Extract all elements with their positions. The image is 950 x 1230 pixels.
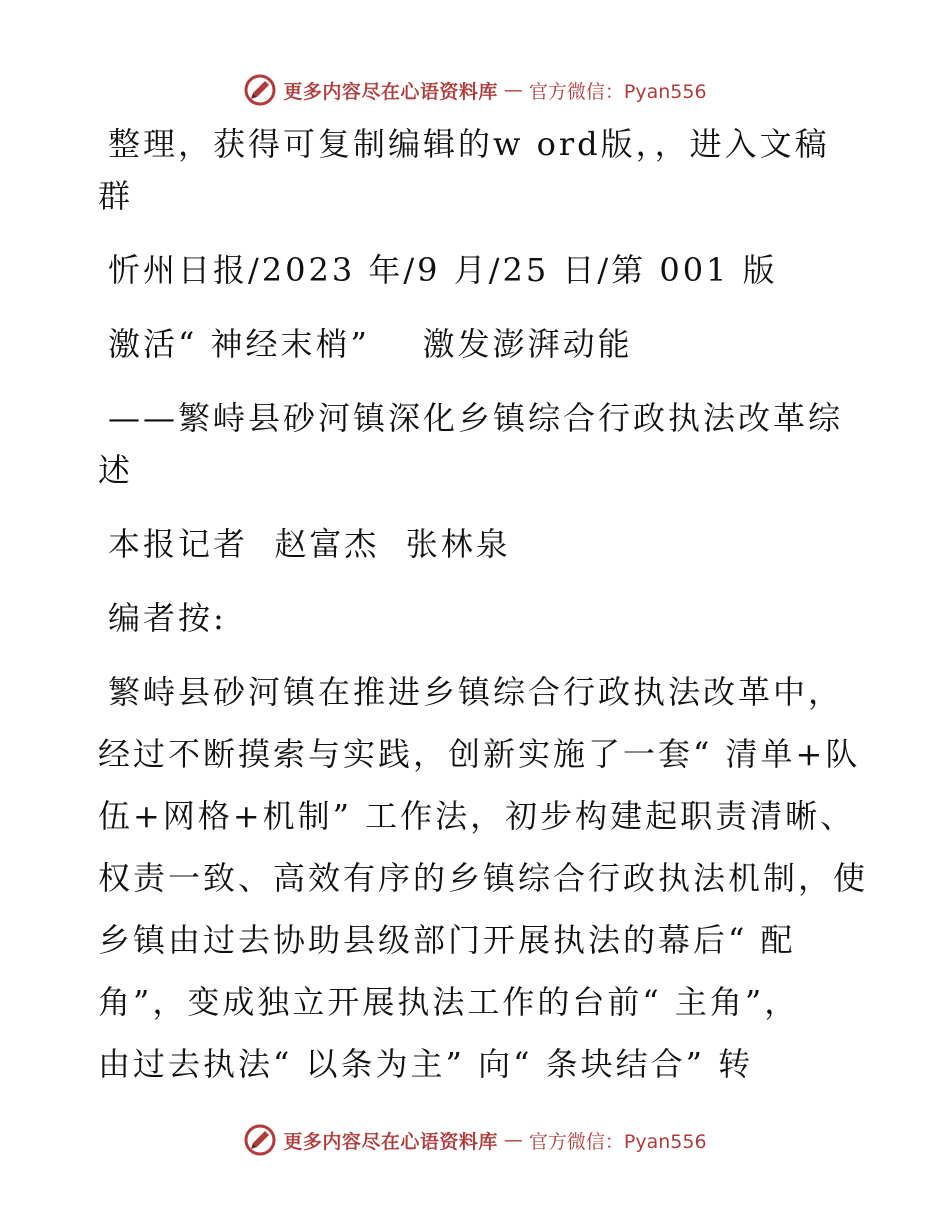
- banner-wechat-id: 官方微信：Pyan556: [528, 1130, 707, 1153]
- banner-site-text: 更多内容尽在心语资料库: [283, 80, 498, 103]
- paragraph-line-2: 经过不断摸索与实践，创新实施了一套“ 清单+队: [98, 735, 861, 773]
- subtitle-line-1: ——繁峙县砂河镇深化乡镇综合行政执法改革综: [108, 399, 844, 437]
- footer-banner-inner: [243, 1123, 706, 1157]
- editor-note-label: 编者按:: [108, 599, 227, 637]
- byline: 本报记者 赵富杰 张林泉: [108, 525, 511, 563]
- paragraph-line-4: 权责一致、高效有序的乡镇综合行政执法机制，使: [98, 859, 869, 897]
- heart-pen-icon: [243, 1123, 277, 1157]
- banner-wechat-id: 官方微信：Pyan556: [528, 80, 707, 103]
- source-line: 忻州日报/2023 年/9 月/25 日/第 001 版: [108, 251, 778, 289]
- paragraph-line-1: 繁峙县砂河镇在推进乡镇综合行政执法改革中，: [108, 673, 844, 711]
- banner-site-text: 更多内容尽在心语资料库: [283, 1130, 498, 1153]
- paragraph-line-5: 乡镇由过去协助县级部门开展执法的幕后“ 配: [98, 921, 796, 959]
- intro-line-2: 群: [98, 177, 134, 215]
- subtitle-line-2: 述: [98, 451, 134, 489]
- paragraph-line-3: 伍+网格+机制” 工作法，初步构建起职责清晰、: [98, 797, 856, 835]
- headline: 激活“ 神经末梢” 激发澎湃动能: [108, 325, 633, 363]
- header-banner: [0, 70, 950, 110]
- footer-banner: [0, 1120, 950, 1160]
- intro-line-1: 整理，获得可复制编辑的w ord版，，进入文稿: [108, 125, 830, 163]
- header-banner-inner: [243, 73, 706, 107]
- heart-pen-icon: [243, 73, 277, 107]
- document-body: [98, 118, 869, 1090]
- paragraph-line-7: 由过去执法“ 以条为主” 向“ 条块结合” 转: [98, 1045, 754, 1083]
- paragraph-line-6: 角”，变成独立开展执法工作的台前“ 主角”，: [98, 983, 800, 1021]
- banner-separator: —: [503, 1129, 523, 1151]
- banner-separator: —: [503, 79, 523, 101]
